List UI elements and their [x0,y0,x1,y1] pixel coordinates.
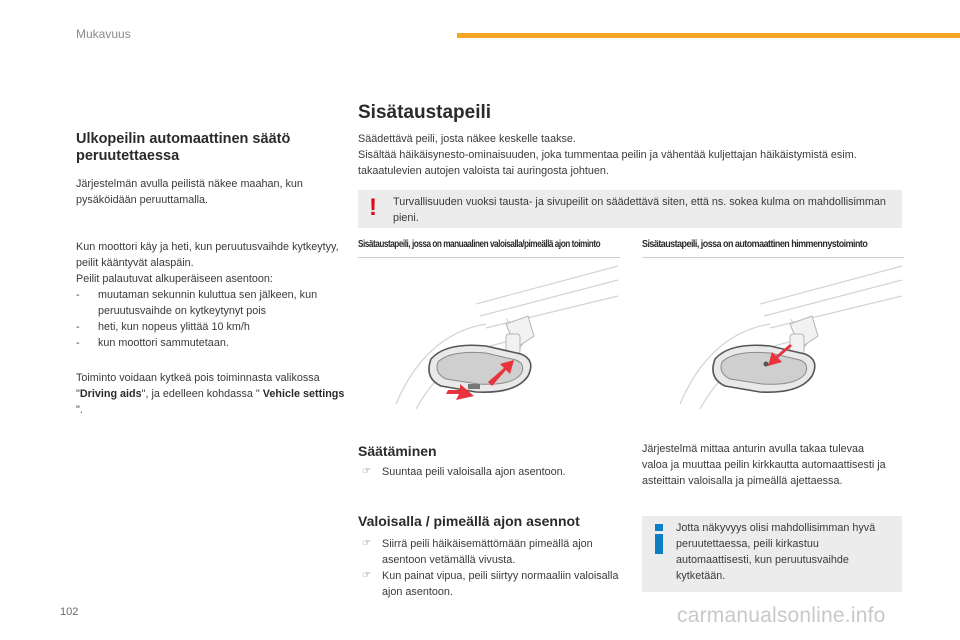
adjust-title: Säätäminen [358,443,437,459]
mirror-lever [468,384,480,389]
auto-dimming-text: Järjestelmä mittaa anturin avulla takaa tulevaa valoa ja muuttaa peilin kirkkautta automaattisesti ja asteittain valoisalla ja pimeällä ajettaessa. [642,443,886,487]
left-paragraph-1: Järjestelmän avulla peilistä näkee maahan, kun pysäköidään peruuttamalla. [76,178,303,206]
caption-auto-mirror: Sisätaustapeili, jossa on automaattinen himmennystoiminto [642,238,868,250]
page-title: Sisätaustapeili [358,102,492,123]
list-item: ☞ Suuntaa peili valoisalla ajon asentoon. [358,464,628,480]
menu-text-post: ". [76,404,83,416]
intro-text [358,131,918,179]
warning-box [358,190,902,228]
manual-mirror-illustration [356,264,620,414]
left-section-title: Ulkopeilin automaattinen säätö peruutettaessa [76,131,291,164]
left-paragraph-2-text: Kun moottori käy ja heti, kun peruutusvaihde kytkeytyy, peilit kääntyvät alaspäin. [76,241,339,269]
info-text: Jotta näkyvyys olisi mahdollisimman hyvä peruutettaessa, peili kirkastuu automaattisesti, kun peruutusvaihde kytketään. [676,522,876,582]
intro-line-2: Sisältää häikäisynesto-ominaisuuden, joka tummentaa peilin ja vähentää kuljettajan häikäistymistä esim. takaatulevien autojen valoista tai auringosta johtuen. [358,149,857,177]
auto-mirror-illustration [640,264,904,414]
caption-divider [358,257,620,258]
menu-name-vehicle-settings: Vehicle settings [259,388,345,400]
section-label: Mukavuus [76,27,131,41]
left-paragraph-3-text: Peilit palautuvat alkuperäiseen asentoon: [76,273,273,285]
left-paragraph-2 [76,239,346,351]
list-item: - muutaman sekunnin kuluttua sen jälkeen, kun peruutusvaihde on kytkeytynyt pois [76,287,346,319]
return-conditions-list [76,287,346,351]
caption-divider [642,257,904,258]
watermark: carmanualsonline.info [677,604,886,627]
intro-line-1: Säädettävä peili, josta näkee keskelle taakse. [358,133,576,145]
menu-text-pre: Toiminto voidaan kytkeä pois toiminnasta valikossa " [76,372,320,400]
adjust-list [358,464,628,480]
mirror-body [713,345,815,392]
header-accent-bar [457,33,960,38]
day-night-title: Valoisalla / pimeällä ajon asennot [358,513,580,529]
warning-text: Turvallisuuden vuoksi tausta- ja sivupeilit on säädettävä siten, että ns. sokea kulma on mahdollisimman pieni. [393,196,886,224]
list-item: ☞ Siirrä peili häikäisemättömään pimeällä ajon asentoon vetämällä vivusta. [358,536,628,568]
day-night-list [358,536,628,600]
caption-manual-mirror: Sisätaustapeili, jossa on manuaalinen valoisalla/pimeällä ajon toiminto [358,238,601,250]
menu-text-mid: ", ja edelleen kohdassa " [141,388,260,400]
list-item: - kun moottori sammutetaan. [76,335,346,351]
info-box [642,516,902,592]
warning-icon: ! [369,194,377,221]
light-sensor [764,362,769,367]
list-item: - heti, kun nopeus ylittää 10 km/h [76,319,346,335]
list-item: ☞ Kun painat vipua, peili siirtyy normaaliin valoisalla ajon asentoon. [358,568,628,600]
page-number: 102 [60,606,79,618]
menu-name-driving-aids: Driving aids [79,388,142,400]
mirror-body [429,345,531,392]
info-icon [650,524,668,554]
left-paragraph-4 [76,370,346,418]
